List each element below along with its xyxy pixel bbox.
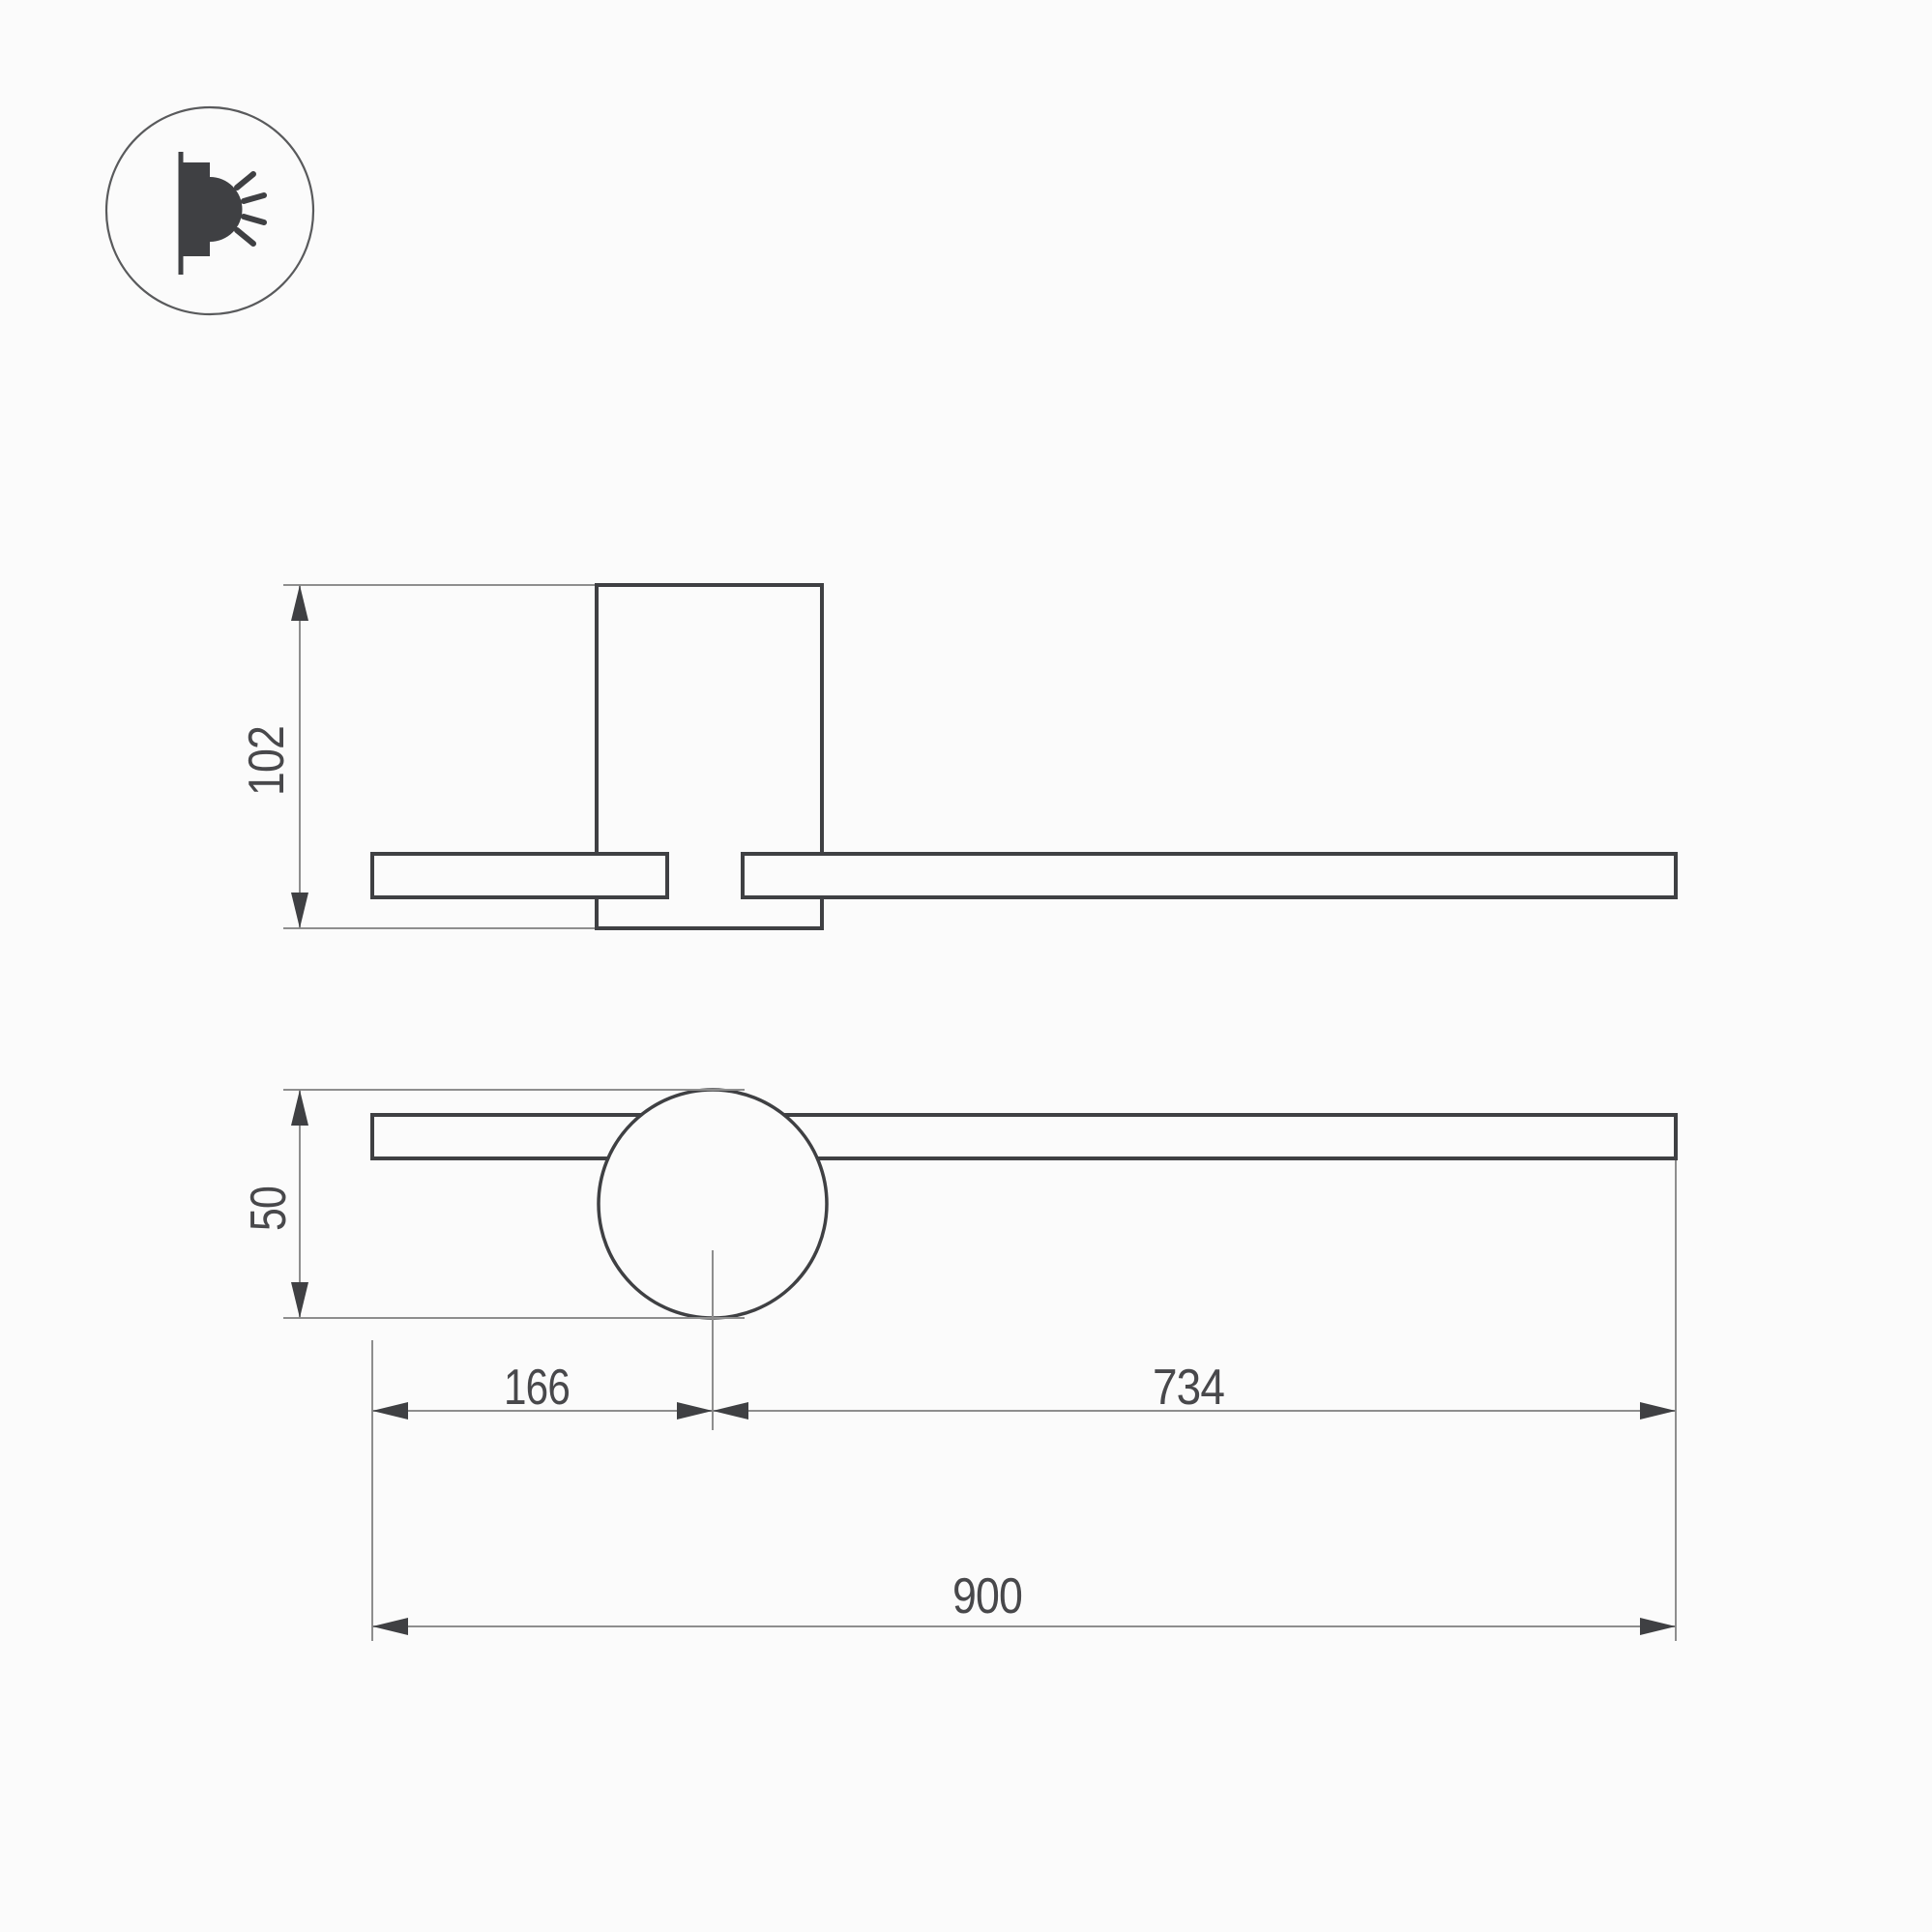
dim-166-label: 166	[504, 1360, 570, 1416]
lamp-bar	[372, 1115, 1676, 1158]
dim-166-arrow-left	[372, 1402, 408, 1420]
dim-900-arrow-right	[1640, 1618, 1676, 1635]
dim-50-arrow-top	[291, 1090, 308, 1126]
dim-734-label: 734	[1153, 1360, 1225, 1416]
lamp-bar-right-segment	[743, 854, 1676, 897]
dim-734-arrow-left	[713, 1402, 748, 1420]
dim-166-arrow-right	[677, 1402, 713, 1420]
dim-102-arrow-bottom	[291, 893, 308, 928]
dim-50-label: 50	[241, 1177, 297, 1231]
dim-102-label: 102	[239, 715, 295, 796]
lamp-bar-left-segment	[372, 854, 667, 897]
dim-900-arrow-left	[372, 1618, 408, 1635]
dim-102-arrow-top	[291, 585, 308, 621]
side-view	[239, 585, 1676, 928]
dim-734-arrow-right	[1640, 1402, 1676, 1420]
front-view	[241, 1090, 1676, 1641]
lamp-body-icon	[183, 162, 210, 256]
dim-900-label: 900	[952, 1568, 1022, 1625]
dim-50-arrow-bottom	[291, 1282, 308, 1318]
wall-lamp-legend-icon	[106, 107, 313, 314]
